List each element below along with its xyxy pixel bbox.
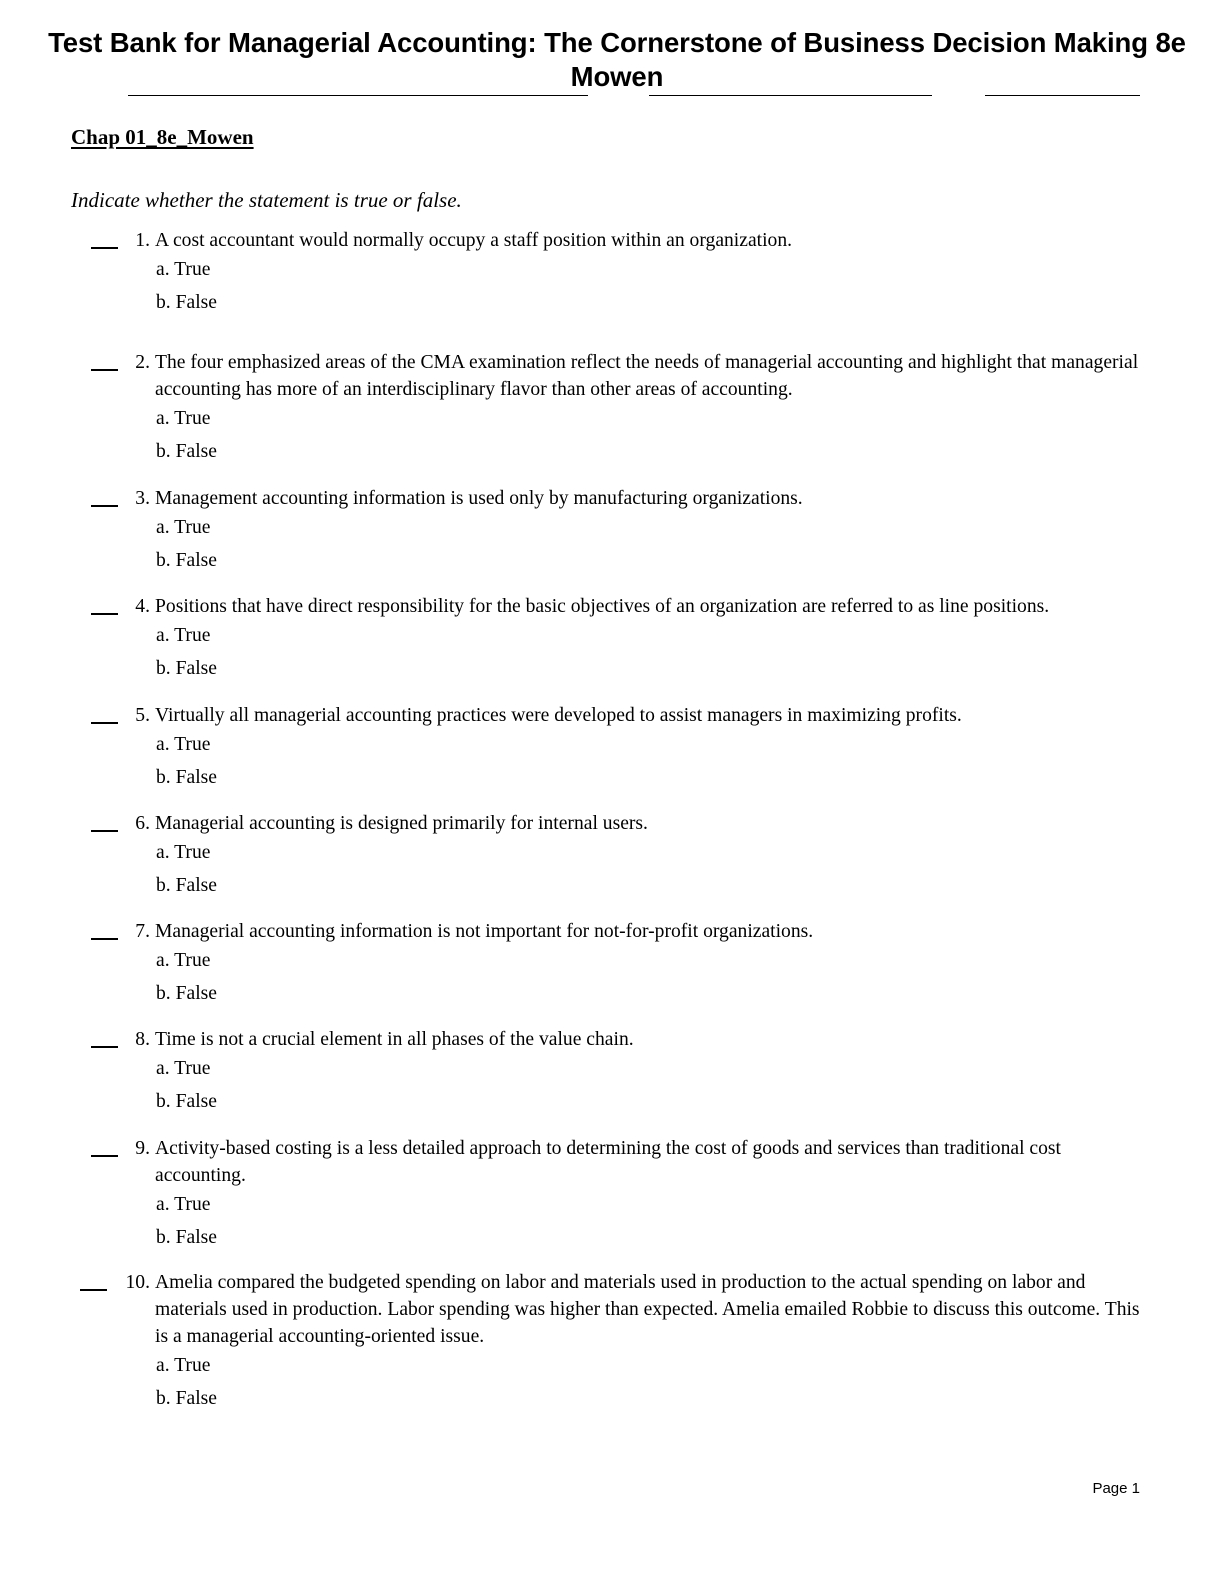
document-title: Test Bank for Managerial Accounting: The Cornerstone of Business Decision Making 8e Mowen: [48, 27, 1186, 92]
question-text: Amelia compared the budgeted spending on labor and materials used in production to the actual spending on labor and materials used in production. Labor spending was higher than expected. Amelia emailed Robbie to discuss this outcome. This is a managerial accounting-oriented issue.: [155, 1272, 1140, 1347]
question-text: Managerial accounting information is not important for not-for-profit organizations.: [155, 921, 814, 942]
option-true[interactable]: a. True: [156, 842, 211, 863]
option-false[interactable]: b. False: [156, 441, 217, 462]
question-number: 6.: [135, 813, 150, 834]
question-number: 7.: [135, 921, 150, 942]
question-number: 4.: [135, 596, 150, 617]
question-text: Activity-based costing is a less detailed approach to determining the cost of goods and services than traditional cost accounting.: [155, 1138, 1061, 1186]
option-true[interactable]: a. True: [156, 517, 211, 538]
option-false[interactable]: b. False: [156, 292, 217, 313]
option-true[interactable]: a. True: [156, 950, 211, 971]
chapter-heading: Chap 01_8e_Mowen: [71, 125, 254, 149]
option-false[interactable]: b. False: [156, 658, 217, 679]
title-underline-rule: [649, 95, 932, 96]
option-true[interactable]: a. True: [156, 734, 211, 755]
question-text: Managerial accounting is designed primarily for internal users.: [155, 813, 648, 834]
title-underline-rule: [128, 95, 588, 96]
option-true[interactable]: a. True: [156, 1355, 211, 1376]
option-false[interactable]: b. False: [156, 1227, 217, 1248]
question-number: 3.: [135, 488, 150, 509]
question-text: The four emphasized areas of the CMA examination reflect the needs of managerial accounting and highlight that managerial accounting has more of an interdisciplinary flavor than other areas of accounting.: [155, 352, 1139, 400]
option-false[interactable]: b. False: [156, 767, 217, 788]
option-false[interactable]: b. False: [156, 983, 217, 1004]
question-text: Virtually all managerial accounting practices were developed to assist managers in maximizing profits.: [155, 705, 962, 726]
option-true[interactable]: a. True: [156, 1194, 211, 1215]
question-text: Positions that have direct responsibility for the basic objectives of an organization are referred to as line positions.: [155, 596, 1050, 617]
question-number: 5.: [135, 705, 150, 726]
question-text: A cost accountant would normally occupy a staff position within an organization.: [155, 230, 793, 251]
question-number: 2.: [135, 352, 150, 373]
option-false[interactable]: b. False: [156, 875, 217, 896]
option-true[interactable]: a. True: [156, 1058, 211, 1079]
question-number: 8.: [135, 1029, 150, 1050]
question-number: 9.: [135, 1138, 150, 1159]
option-true[interactable]: a. True: [156, 259, 211, 280]
question-number: 10.: [125, 1272, 150, 1293]
instructions-text: Indicate whether the statement is true or false.: [71, 188, 462, 212]
option-true[interactable]: a. True: [156, 408, 211, 429]
option-true[interactable]: a. True: [156, 625, 211, 646]
question-number: 1.: [135, 230, 150, 251]
question-text: Management accounting information is used only by manufacturing organizations.: [155, 488, 803, 509]
title-underline-rule: [985, 95, 1140, 96]
option-false[interactable]: b. False: [156, 1091, 217, 1112]
page-number: Page 1: [1092, 1480, 1140, 1497]
question-text: Time is not a crucial element in all phases of the value chain.: [155, 1029, 634, 1050]
option-false[interactable]: b. False: [156, 550, 217, 571]
option-false[interactable]: b. False: [156, 1388, 217, 1409]
